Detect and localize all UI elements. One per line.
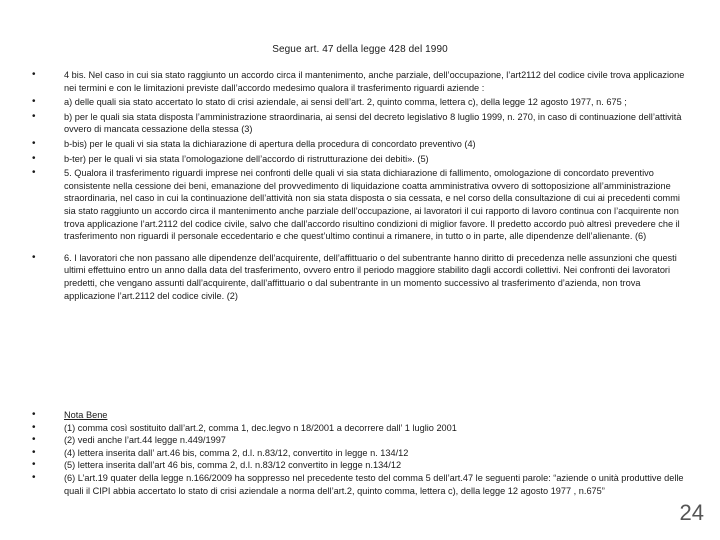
bullet-icon: • <box>32 434 36 446</box>
law-text-list <box>32 69 692 302</box>
notes-heading: Nota Bene <box>64 410 108 420</box>
item-text: b-bis) per le quali vi sia stata la dichiarazione di apertura della procedura di concordato preventivo (4) <box>64 138 476 149</box>
bullet-icon: • <box>32 251 36 263</box>
note-item <box>32 422 692 435</box>
bullet-icon: • <box>32 446 36 458</box>
item-text: a) delle quali sia stato accertato lo stato di crisi aziendale, ai sensi dell’art. 2, quinto comma, lettera c), della legge 12 agosto 1977, n. 675 ; <box>64 97 627 108</box>
notes-heading-item <box>32 409 692 422</box>
bullet-icon: • <box>32 96 36 108</box>
page-number: 24 <box>679 500 704 525</box>
list-item <box>32 138 692 151</box>
note-item <box>32 447 692 460</box>
list-item <box>32 69 692 94</box>
slide-title: Segue art. 47 della legge 428 del 1990 <box>272 44 448 55</box>
bullet-icon: • <box>32 167 36 179</box>
item-text: b-ter) per le quali vi sia stata l’omologazione dell’accordo di ristrutturazione dei debiti». (5) <box>64 153 429 164</box>
list-item <box>32 167 692 243</box>
note-text: (1) comma così sostituito dall’art.2, comma 1, dec.legvo n 18/2001 a decorrere dall’ 1 luglio 2001 <box>64 422 457 433</box>
item-text: 6. I lavoratori che non passano alle dipendenze dell’acquirente, dell’affittuario o del subentrante hanno diritto di precedenza nelle assunzioni che questi ultimi effettuino entro un anno dalla data del trasferimento, ovvero entro il periodo maggiore stabilito dagli accordi collettivi. Nei confronti dei lavoratori predetti, che vengano assunti dall’acquirente, dall’affittuario o dal subentrante in un momento successivo al trasferimento d’azienda, non trova applicazione l’art.2112 del codice civile. (2) <box>64 252 677 301</box>
bullet-icon: • <box>32 421 36 433</box>
note-text: (4) lettera inserita dall’ art.46 bis, comma 2, d.l. n.83/12, convertito in legge n. 134/12 <box>64 447 409 458</box>
note-text: (6) L’art.19 quater della legge n.166/2009 ha soppresso nel precedente testo del comma 5 dell’art.47 le seguenti parole: “aziende o unità produttive delle quali il CIPI abbia accertato lo stato di crisi aziendale a norma dell’art.2, quinto comma, lettera c), della legge 12 agosto 1977 , n.675” <box>64 472 684 496</box>
bullet-icon: • <box>32 409 36 420</box>
note-text: (2) vedi anche l’art.44 legge n.449/1997 <box>64 435 226 446</box>
note-item <box>32 472 692 497</box>
note-item <box>32 459 692 472</box>
bullet-icon: • <box>32 459 36 471</box>
bullet-icon: • <box>32 471 36 483</box>
item-text: 4 bis. Nel caso in cui sia stato raggiunto un accordo circa il mantenimento, anche parziale, dell’occupazione, l’art2112 del codice civile trova applicazione nei termini e con le limitazioni previste dall’accordo medesimo qualora il trasferimento riguardi aziende : <box>64 70 685 93</box>
notes-list <box>32 409 692 497</box>
list-item <box>32 153 692 166</box>
list-item <box>32 96 692 109</box>
list-item <box>32 111 692 136</box>
bullet-icon: • <box>32 110 36 122</box>
item-text: b) per le quali sia stata disposta l’amministrazione straordinaria, ai sensi del decreto legislativo 8 luglio 1999, n. 270, in caso di continuazione dell’attività ovvero di mancata cessazione della stessa (3) <box>64 111 682 135</box>
bullet-icon: • <box>32 69 36 80</box>
list-item <box>32 252 692 302</box>
bullet-icon: • <box>32 137 36 149</box>
item-text: 5. Qualora il trasferimento riguardi imprese nei confronti delle quali vi sia stata dichiarazione di fallimento, omologazione di concordato preventivo consistente nella cessione dei beni, emanazione del provvedimento di liquidazione coatta amministrativa ovvero di sottoposizione all’amministrazione straordinaria, nel caso in cui la continuazione dell’attività non sia stata disposta o sia cessata, e nel corso della consultazione di cui ai precedenti commi sia stato raggiunto un accordo circa il mantenimento anche parziale dell’occupazione, ai lavoratori il cui rapporto di lavoro continua con l’acquirente non trova applicazione l’art.2112 del codice civile, salvo che dall’accordo risultino condizioni di miglior favore. Il predetto accordo può altresì prevedere che il trasferimento non riguardi il personale eccedentario e che quest’ultimo continui a rimanere, in tutto o in parte, alle dipendenze dell’alienante. (6) <box>64 168 680 242</box>
note-text: (5) lettera inserita dall’art 46 bis, comma 2, d.l. n.83/12 convertito in legge n.134/12 <box>64 460 402 471</box>
note-item <box>32 434 692 447</box>
bullet-icon: • <box>32 152 36 164</box>
